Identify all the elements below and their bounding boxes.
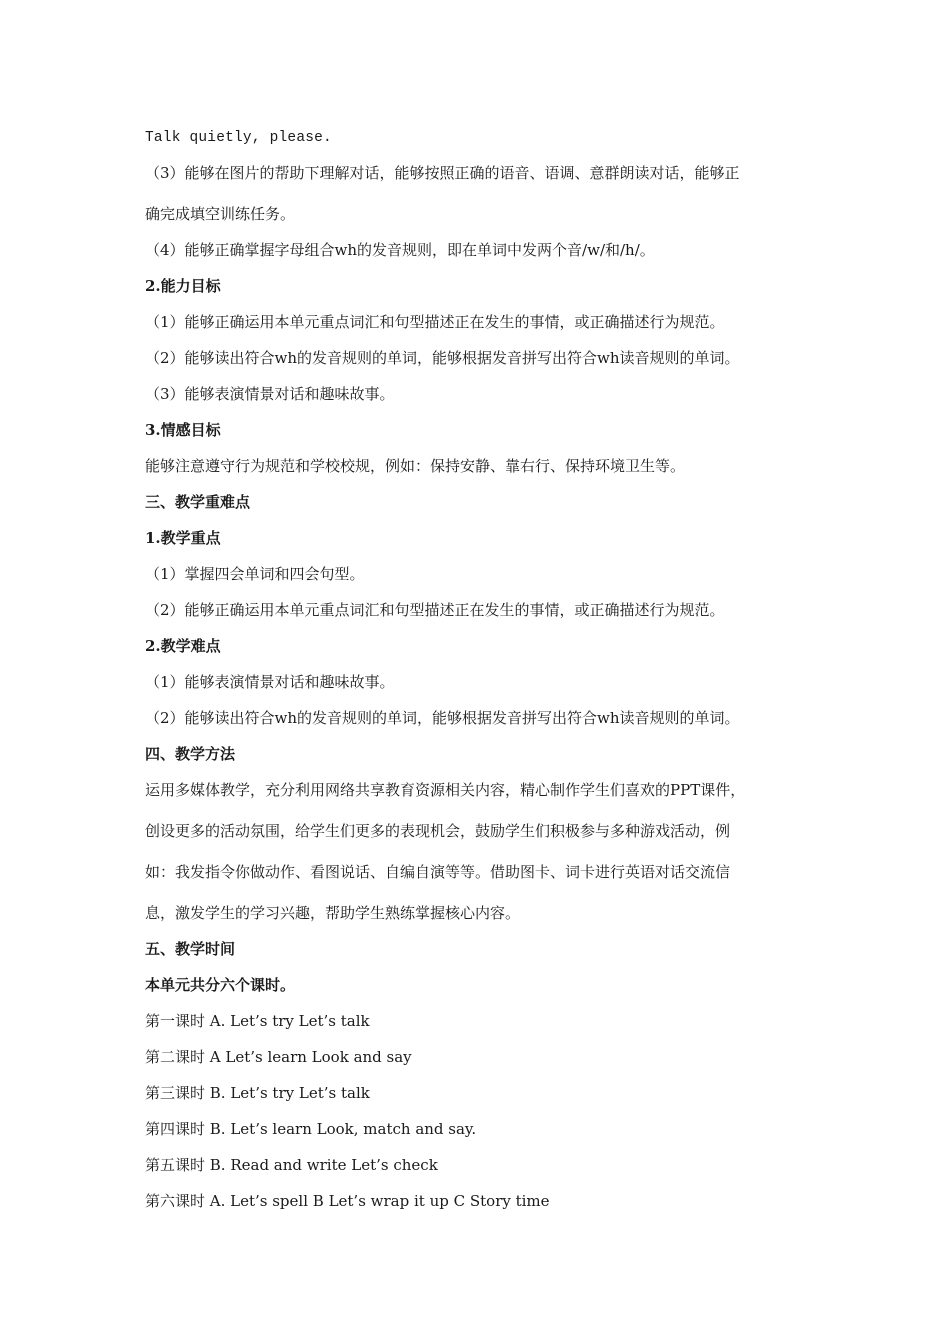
list-item: （2）能够正确运用本单元重点词汇和句型描述正在发生的事情，或正确描述行为规范。	[145, 601, 725, 619]
section-heading: 五、教学时间	[145, 940, 236, 958]
objective-item: （1）能够正确运用本单元重点词汇和句型描述正在发生的事情，或正确描述行为规范。	[145, 313, 725, 331]
section-subheading: 2.教学难点	[145, 637, 221, 655]
lesson-item: 第四课时 B. Let’s learn Look, match and say.	[145, 1120, 477, 1138]
schedule-intro: 本单元共分六个课时。	[145, 976, 296, 994]
lesson-item: 第六课时 A. Let’s spell B Let’s wrap it up C Story time	[145, 1192, 550, 1210]
section-subheading: 1.教学重点	[145, 529, 221, 547]
objective-item-continuation: 确完成填空训练任务。	[145, 205, 296, 223]
section-subheading: 3.情感目标	[145, 421, 221, 439]
section-heading: 四、教学方法	[145, 745, 236, 763]
objective-item: （2）能够读出符合wh的发音规则的单词，能够根据发音拼写出符合wh读音规则的单词。	[145, 349, 740, 367]
objective-item: （3）能够表演情景对话和趣味故事。	[145, 385, 395, 403]
paragraph: 能够注意遵守行为规范和学校校规，例如：保持安静、靠右行、保持环境卫生等。	[145, 457, 686, 475]
section-subheading: 2.能力目标	[145, 277, 221, 295]
list-item: （1）掌握四会单词和四会句型。	[145, 565, 365, 583]
paragraph-line: 如：我发指令你做动作、看图说话、自编自演等等。借助图卡、词卡进行英语对话交流信	[145, 863, 731, 881]
list-item: （2）能够读出符合wh的发音规则的单词，能够根据发音拼写出符合wh读音规则的单词。	[145, 709, 740, 727]
paragraph-line: 息，激发学生的学习兴趣，帮助学生熟练掌握核心内容。	[145, 904, 521, 922]
paragraph-line: 创设更多的活动氛围，给学生们更多的表现机会，鼓励学生们积极参与多种游戏活动，例	[145, 822, 731, 840]
objective-item: （3）能够在图片的帮助下理解对话，能够按照正确的语音、语调、意群朗读对话，能够正	[145, 164, 740, 182]
paragraph-line: 运用多媒体教学，充分利用网络共享教育资源相关内容，精心制作学生们喜欢的PPT课件，	[145, 781, 746, 799]
document-body	[145, 124, 815, 1211]
section-heading: 三、教学重难点	[145, 493, 251, 511]
list-item: （1）能够表演情景对话和趣味故事。	[145, 673, 395, 691]
english-sentence: Talk quietly, please.	[145, 130, 332, 146]
lesson-item: 第二课时 A Let’s learn Look and say	[145, 1048, 412, 1066]
lesson-item: 第五课时 B. Read and write Let’s check	[145, 1156, 438, 1174]
objective-item: （4）能够正确掌握字母组合wh的发音规则，即在单词中发两个音/w/和/h/。	[145, 241, 655, 259]
lesson-item: 第一课时 A. Let’s try Let’s talk	[145, 1012, 370, 1030]
lesson-item: 第三课时 B. Let’s try Let’s talk	[145, 1084, 370, 1102]
